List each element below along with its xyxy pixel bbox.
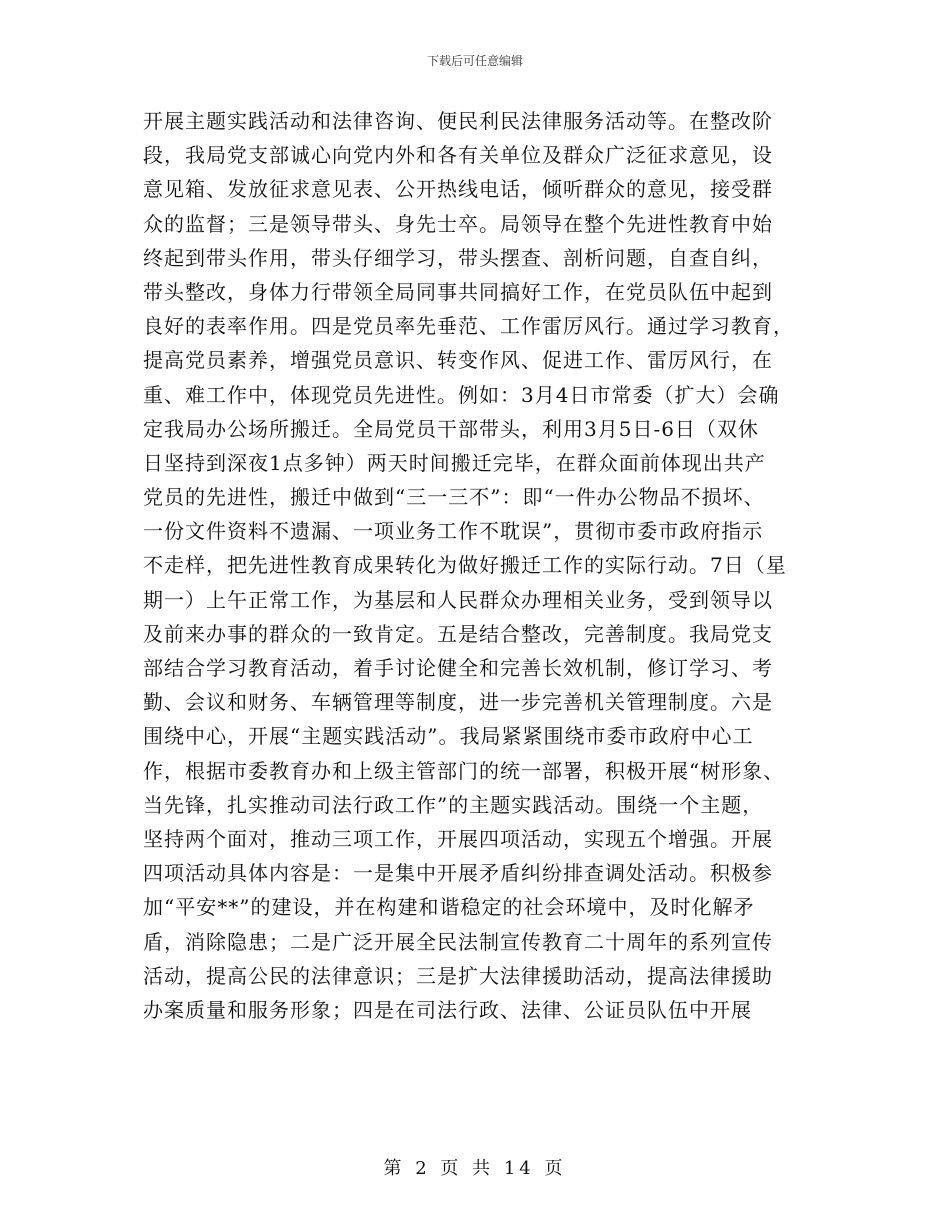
body-line: 众的监督；三是领导带头、身先士卒。局领导在整个先进性教育中始: [143, 211, 773, 236]
body-line: 一份文件资料不遗漏、一项业务工作不耽误”，贯彻市委市政府指示: [143, 519, 764, 544]
page-number-footer: 第 2 页 共 14 页: [383, 1158, 567, 1179]
body-line: 作，根据市委教育办和上级主管部门的统一部署，积极开展“树形象、: [143, 758, 785, 783]
body-line: 定我局办公场所搬迁。全局党员干部带头，利用3月5日-6日（双休: [143, 416, 759, 441]
body-line: 段，我局党支部诚心向党内外和各有关单位及群众广泛征求意见，设: [143, 143, 773, 168]
body-line: 提高党员素养，增强党员意识、转变作风、促进工作、雷厉风行，在: [143, 348, 773, 373]
body-line: 四项活动具体内容是：一是集中开展矛盾纠纷排查调处活动。积极参: [143, 861, 773, 886]
body-line: 活动，提高公民的法律意识；三是扩大法律援助活动，提高法律援助: [143, 963, 773, 988]
body-line: 及前来办事的群众的一致肯定。五是结合整改，完善制度。我局党支: [143, 621, 773, 646]
body-line: 不走样，把先进性教育成果转化为做好搬迁工作的实际行动。7日（星: [143, 553, 787, 578]
body-line: 带头整改，身体力行带领全局同事共同搞好工作，在党员队伍中起到: [143, 279, 773, 304]
body-line: 党员的先进性，搬迁中做到“三一三不”：即“一件办公物品不损坏、: [143, 485, 765, 510]
body-line: 当先锋，扎实推动司法行政工作”的主题实践活动。围绕一个主题，: [143, 792, 764, 817]
body-line: 勤、会议和财务、车辆管理等制度，进一步完善机关管理制度。六是: [143, 690, 773, 715]
body-line: 期一）上午正常工作，为基层和人民群众办理相关业务，受到领导以: [143, 587, 773, 612]
body-line: 意见箱、发放征求意见表、公开热线电话，倾听群众的意见，接受群: [143, 177, 773, 202]
page-header: 下载后可任意编辑: [426, 54, 523, 68]
body-line: 良好的表率作用。四是党员率先垂范、工作雷厉风行。通过学习教育，: [143, 314, 794, 339]
body-line: 盾，消除隐患；二是广泛开展全民法制宣传教育二十周年的系列宣传: [143, 929, 773, 954]
body-line: 重、难工作中，体现党员先进性。例如：3月4日市常委（扩大）会确: [143, 382, 780, 407]
body-line: 坚持两个面对，推动三项工作，开展四项活动，实现五个增强。开展: [143, 826, 773, 851]
body-line: 办案质量和服务形象；四是在司法行政、法律、公证员队伍中开展: [143, 997, 752, 1022]
body-line: 终起到带头作用，带头仔细学习，带头摆查、剖析问题，自查自纠，: [143, 245, 773, 270]
body-line: 部结合学习教育活动，着手讨论健全和完善长效机制，修订学习、考: [143, 656, 773, 680]
body-line: 开展主题实践活动和法律咨询、便民利民法律服务活动等。在整改阶: [143, 109, 773, 133]
body-line: 围绕中心，开展“主题实践活动”。我局紧紧围绕市委市政府中心工: [143, 724, 754, 749]
body-line: 加“平安**”的建设，并在构建和谐稳定的社会环境中，及时化解矛: [143, 895, 755, 920]
body-line: 日坚持到深夜1点多钟）两天时间搬迁完毕，在群众面前体现出共产: [143, 450, 766, 475]
document-body: [143, 104, 823, 1027]
